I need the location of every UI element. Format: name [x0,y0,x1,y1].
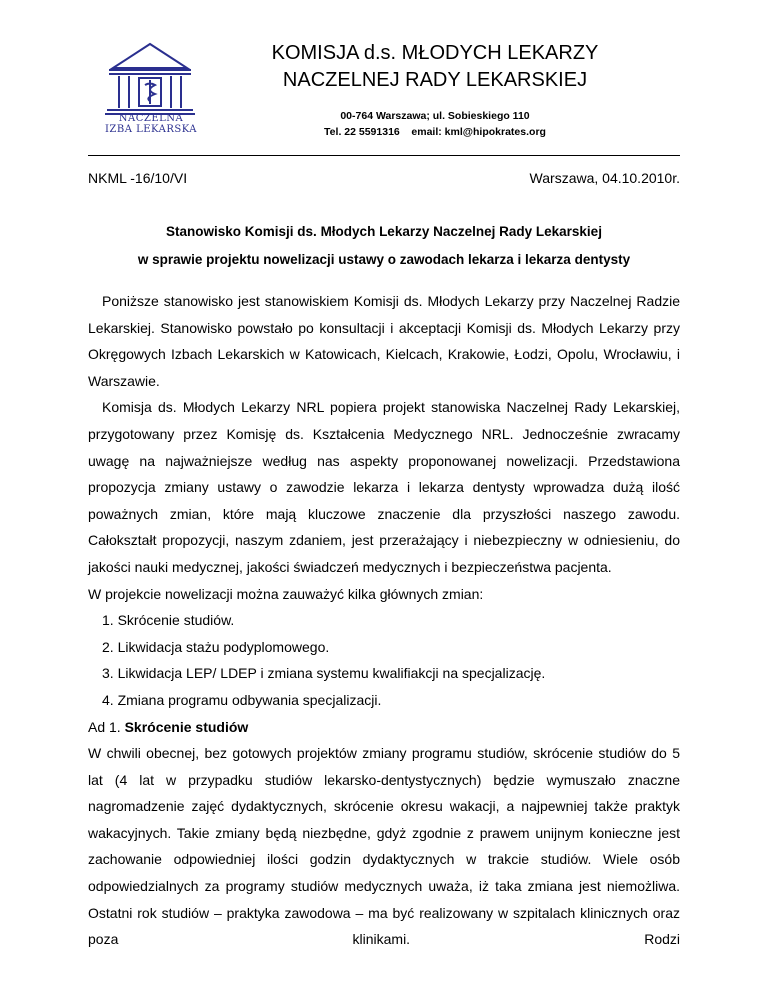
logo-text-line2: IZBA LEKARSKA [104,124,198,135]
list-item: 3. Likwidacja LEP/ LDEP i zmiana systemu kwalifiakcji na specjalizację. [102,665,546,682]
paragraph-changes-intro: W projekcie nowelizacji można zauważyć kilka głównych zmian: [88,585,484,602]
organization-name [200,40,670,94]
list-item: 4. Zmiana programu odbywania specjalizacji. [102,691,382,708]
document-title [88,218,680,274]
section-heading-ad1 [88,714,680,741]
header-divider [88,155,680,156]
paragraph-intro: Poniższe stanowisko jest stanowiskiem Komisji ds. Młodych Lekarzy przy Naczelnej Radzie Lekarskiej. Stanowisko powstało po konsultacji i akceptacji Komisji ds. Młodych Lekarzy przy Okręgowych Izbach Lekarskich w Katowicach, Kielcach, Krakowie, Łodzi, Opolu, Wrocławiu, i Warszawie. [88,293,680,389]
list-item: 1. Skrócenie studiów. [102,612,235,629]
org-name-line1: KOMISJA d.s. MŁODYCH LEKARZY [271,42,599,64]
title-line2: w sprawie projektu nowelizacji ustawy o zawodach lekarza i lekarza dentysty [137,252,631,267]
paragraph-position: Komisja ds. Młodych Lekarzy NRL popiera projekt stanowiska Naczelnej Rady Lekarskiej, przygotowany przez Komisję ds. Kształcenia Medycznego NRL. Jednocześnie zwracamy uwagę na najważniejsze według nas aspekty proponowanej nowelizacji. Przedstawiona propozycja zmiany ustawy o zawodzie lekarza i lekarza dentysty wprowadza dużą ilość poważnych zmian, które mają kluczowe znaczenie dla przyszłości naszego zawodu. Całokształt propozycji, naszym zdaniem, jest przerażający i niebezpieczny w odniesieniu, do jakości nauki medycznej, jakości świadczeń medycznych i bezpieczeństwa pacjenta. [88,399,680,575]
address-line: 00-764 Warszawa; ul. Sobieskiego 110 [340,110,530,122]
org-name-line2: NACZELNEJ RADY LEKARSKIEJ [282,69,588,91]
section-prefix: Ad 1. [88,718,125,735]
title-line1: Stanowisko Komisji ds. Młodych Lekarzy Naczelnej Rady Lekarskiej [166,224,602,239]
logo-caption [95,113,207,135]
document-date: Warszawa, 04.10.2010r. [529,170,680,186]
list-item: 2. Likwidacja stażu podyplomowego. [102,638,330,655]
organization-address [240,108,630,140]
section-heading-text: Skrócenie studiów [124,718,249,735]
reference-number: NKML -16/10/VI [88,170,188,186]
logo-text-line1: NACZELNA [118,113,184,124]
contact-line: Tel. 22 5591316 email: kml@hipokrates.org [324,126,546,138]
document-body [88,288,680,953]
paragraph-ad1: W chwili obecnej, bez gotowych projektów zmiany programu studiów, skrócenie studiów do 5 lat (4 lat w przypadku studiów lekarsko-dentystycznych) będzie wymuszało znaczne nagromadzenie zajęć dydaktycznych, skrócenie okresu wakacji, a najpewniej także praktyk wakacyjnych. Takie zmiany będą niezbędne, gdyż zgodnie z prawem unijnym konieczne jest zachowanie odpowiedniej ilości godzin dydaktycznych w trakcie studiów. Wiele osób odpowiedzialnych za programy studiów medycznych uważa, iż taka zmiana jest niemożliwa. Ostatni rok studiów – praktyka zawodowa – ma być realizowany w szpitalach klinicznych oraz poza klinikami. Rodzi [88,745,680,948]
